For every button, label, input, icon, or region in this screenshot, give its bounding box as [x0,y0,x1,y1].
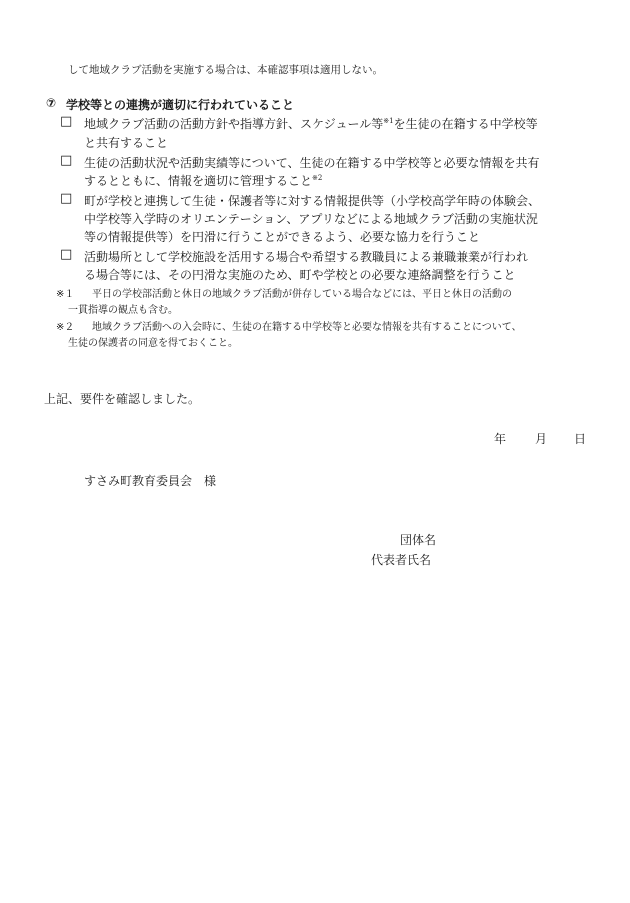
item-4-line-2: る場合等には、その円滑な実施のため、町や学校との必要な連絡調整を行うこと [84,268,516,282]
note-2-mark: ※２ [56,322,75,333]
note-2-line-1: 地域クラブ活動への入会時に、生徒の在籍する中学校等と必要な情報を共有することについて、 [92,322,522,333]
checkbox[interactable]: □ [60,191,73,206]
date-month-label: 月 [535,432,548,446]
note-2-line-2: 生徒の保護者の同意を得ておくこと。 [68,338,238,349]
section-marker: ⑦ [46,96,57,110]
item-3-line-1: 町が学校と連携して生徒・保護者等に対する情報提供等（小学校高学年時の体験会、 [84,194,541,208]
note-1-mark: ※１ [56,289,75,300]
addressee: すさみ町教育委員会 様 [84,474,217,488]
note-1-line-1: 平日の学校部活動と休日の地域クラブ活動が併存している場合などには、平日と休日の活動の [92,289,512,300]
footnote-ref-1: ※1 [383,117,394,125]
date-year-label: 年 [494,432,507,446]
item-2-line-2: するとともに、情報を適切に管理すること$^{※2}$ [84,174,323,188]
organization-name-label: 団体名 [400,533,437,547]
item-1-line-1: 地域クラブ活動の活動方針や指導方針、スケジュール等$^{※1}$を生徒の在籍する中学校等 [84,117,538,131]
section-title: 学校等との連携が適切に行われていること [66,98,295,112]
item-2-line-1: 生徒の活動状況や活動実績等について、生徒の在籍する中学校等と必要な情報を共有 [84,156,540,170]
item-4-line-1: 活動場所として学校施設を活用する場合や希望する教職員による兼職兼業が行われ [84,250,529,264]
checkbox[interactable]: □ [60,153,73,168]
checkbox[interactable]: □ [60,247,73,262]
note-1-line-2: 一貫指導の観点も含む。 [68,305,178,316]
item-3-line-2: 中学校等入学時のオリエンテーション、アプリなどによる地域クラブ活動の実施状況 [84,212,538,226]
continuation-line: して地域クラブ活動を実施する場合は、本確認事項は適用しない。 [68,64,383,76]
item-3-line-3: 等の情報提供等）を円滑に行うことができるよう、必要な協力を行うこと [84,230,481,244]
item-1-line-2: と共有すること [84,136,169,150]
date-day-label: 日 [574,432,587,446]
representative-name-label: 代表者氏名 [371,553,432,567]
confirmation-text: 上記、要件を確認しました。 [44,392,201,406]
checkbox[interactable]: □ [60,114,73,129]
footnote-ref-2: ※2 [312,174,323,182]
